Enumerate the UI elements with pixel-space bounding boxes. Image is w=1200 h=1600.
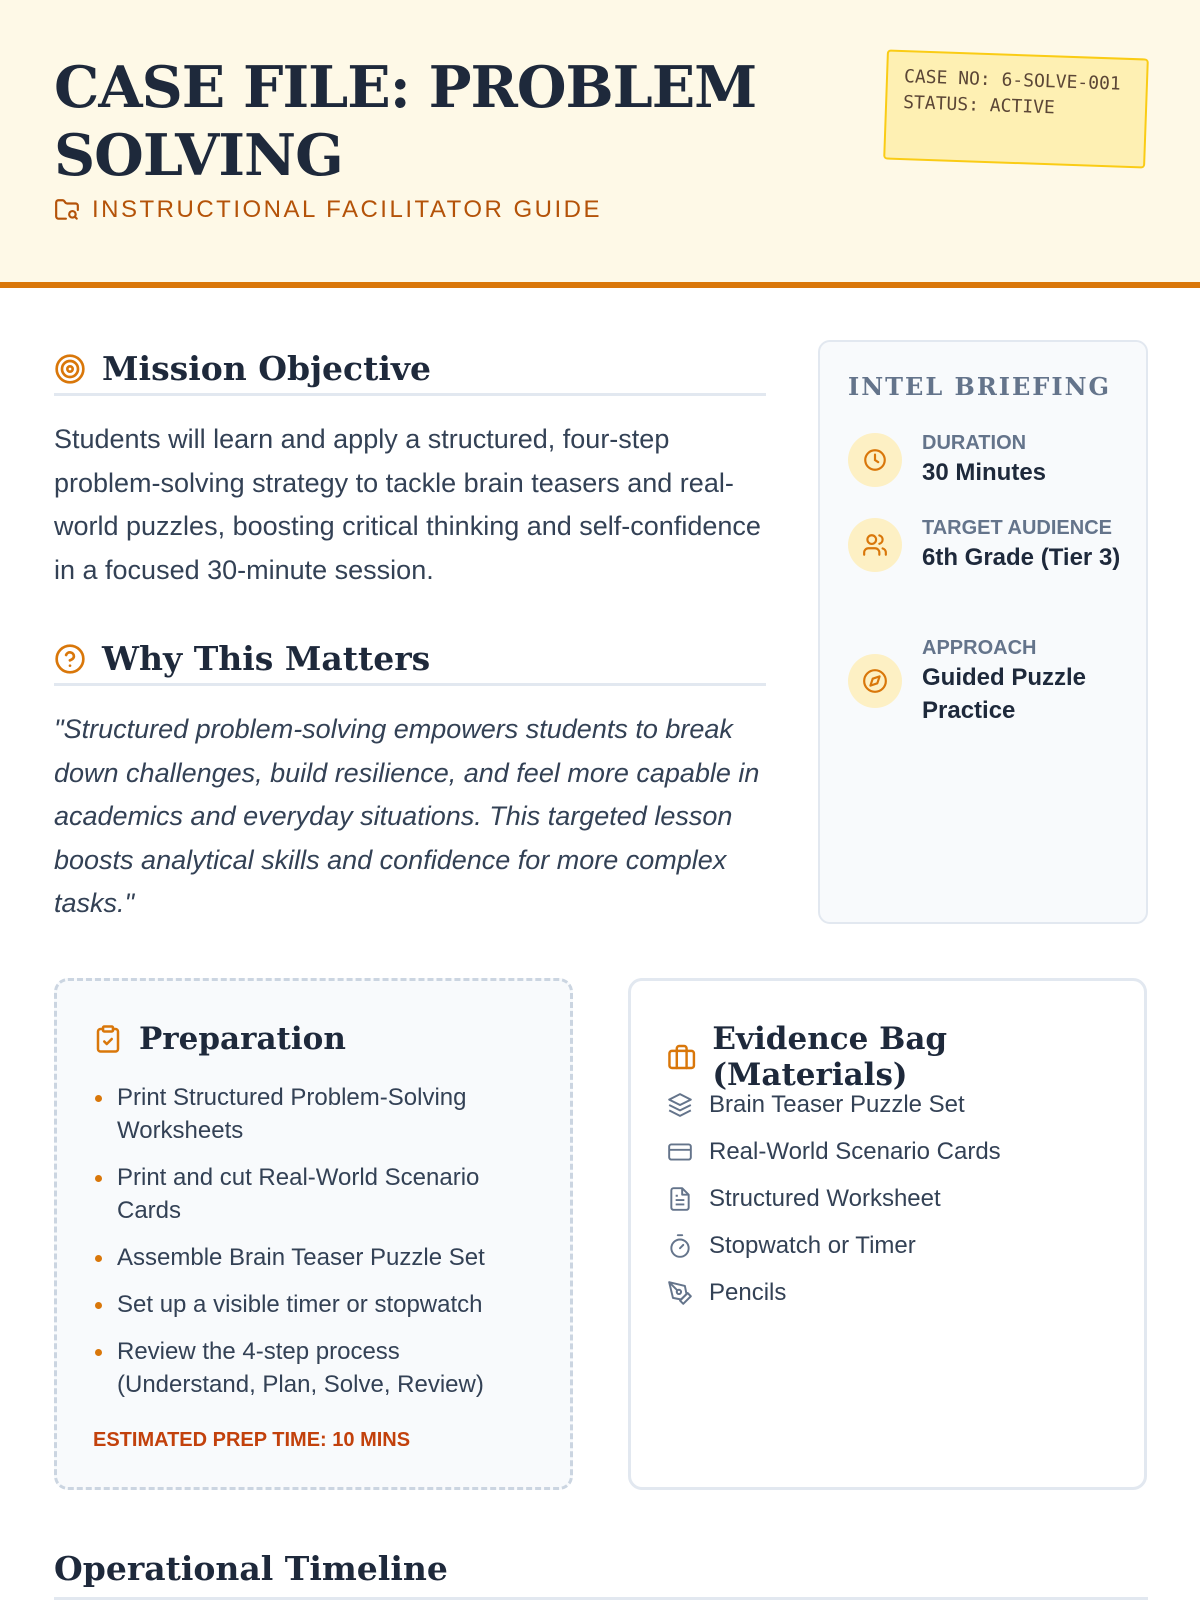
list-item xyxy=(667,1222,1001,1269)
subtitle-text: INSTRUCTIONAL FACILITATOR GUIDE xyxy=(92,196,602,223)
intel-item-duration xyxy=(848,430,1138,489)
help-circle-icon xyxy=(54,643,86,675)
page-title: CASE FILE: PROBLEM SOLVING xyxy=(54,54,757,189)
material-label: Pencils xyxy=(709,1278,787,1306)
intel-value: 30 Minutes xyxy=(922,459,1047,486)
list-item xyxy=(667,1128,1001,1175)
list-item: Assemble Brain Teaser Puzzle Set xyxy=(93,1241,533,1274)
target-icon xyxy=(54,353,86,385)
mission-text: Students will learn and apply a structured, four-step problem-solving strategy to tackle brain teasers and real-world puzzles, boosting critical thinking and self-confidence in a focused 30-minute session. xyxy=(54,424,761,585)
list-item: Print and cut Real-World Scenario Cards xyxy=(93,1161,533,1227)
mission-heading xyxy=(54,344,766,396)
preparation-title: Preparation xyxy=(139,1021,346,1057)
folder-search-icon xyxy=(54,197,80,223)
clipboard-check-icon xyxy=(93,1024,123,1054)
list-item xyxy=(667,1175,1001,1222)
intel-label: DURATION xyxy=(922,432,1027,454)
intel-item-approach xyxy=(848,635,1138,727)
intel-value: 6th Grade (Tier 3) xyxy=(922,544,1121,571)
why-heading xyxy=(54,634,766,686)
intel-label: APPROACH xyxy=(922,637,1037,659)
layers-icon xyxy=(667,1092,693,1118)
intel-briefing-card xyxy=(818,340,1148,924)
timeline-heading xyxy=(54,1540,1148,1600)
header xyxy=(0,0,1200,288)
why-title: Why This Matters xyxy=(102,639,431,678)
prep-time: ESTIMATED PREP TIME: 10 MINS xyxy=(93,1429,411,1451)
list-item: Print Structured Problem-Solving Worksheets xyxy=(93,1081,533,1147)
list-item xyxy=(667,1081,1001,1128)
intel-value: Guided Puzzle Practice xyxy=(922,664,1087,724)
material-label: Stopwatch or Timer xyxy=(709,1231,916,1259)
evidence-title: Evidence Bag (Materials) xyxy=(712,1021,948,1093)
preparation-card xyxy=(54,978,573,1490)
document-icon xyxy=(667,1186,693,1212)
material-label: Structured Worksheet xyxy=(709,1184,941,1212)
evidence-bag-card xyxy=(628,978,1147,1490)
list-item: Set up a visible timer or stopwatch xyxy=(93,1288,533,1321)
why-quote: "Structured problem-solving empowers students to break down challenges, build resilience, and feel more capable in academics and everyday situations. This targeted lesson boosts analytical skills and confidence for more complex tasks." xyxy=(54,714,760,918)
intel-title: INTEL BRIEFING xyxy=(848,372,1111,401)
stamp-status: STATUS: ACTIVE xyxy=(902,92,1056,119)
material-label: Real-World Scenario Cards xyxy=(709,1137,1001,1165)
intel-item-audience xyxy=(848,515,1138,574)
preparation-list xyxy=(93,1081,533,1415)
users-icon xyxy=(862,532,888,558)
intel-label: TARGET AUDIENCE xyxy=(922,517,1112,539)
list-item xyxy=(667,1269,1001,1316)
clock-icon xyxy=(862,447,888,473)
mission-title: Mission Objective xyxy=(102,349,432,388)
briefcase-icon xyxy=(667,1042,696,1072)
material-label: Brain Teaser Puzzle Set xyxy=(709,1090,965,1118)
list-item: Review the 4-step process (Understand, Plan, Solve, Review) xyxy=(93,1335,533,1401)
materials-list xyxy=(667,1081,1001,1316)
preparation-heading xyxy=(93,1021,346,1057)
timer-icon xyxy=(667,1233,693,1259)
stamp-case-number: CASE NO: 6-SOLVE-001 xyxy=(903,66,1122,95)
pen-icon xyxy=(667,1280,693,1306)
case-stamp xyxy=(883,49,1149,168)
subtitle xyxy=(54,196,602,224)
card-icon xyxy=(667,1139,693,1165)
compass-icon xyxy=(862,668,888,694)
timeline-title: Operational Timeline xyxy=(54,1549,448,1588)
